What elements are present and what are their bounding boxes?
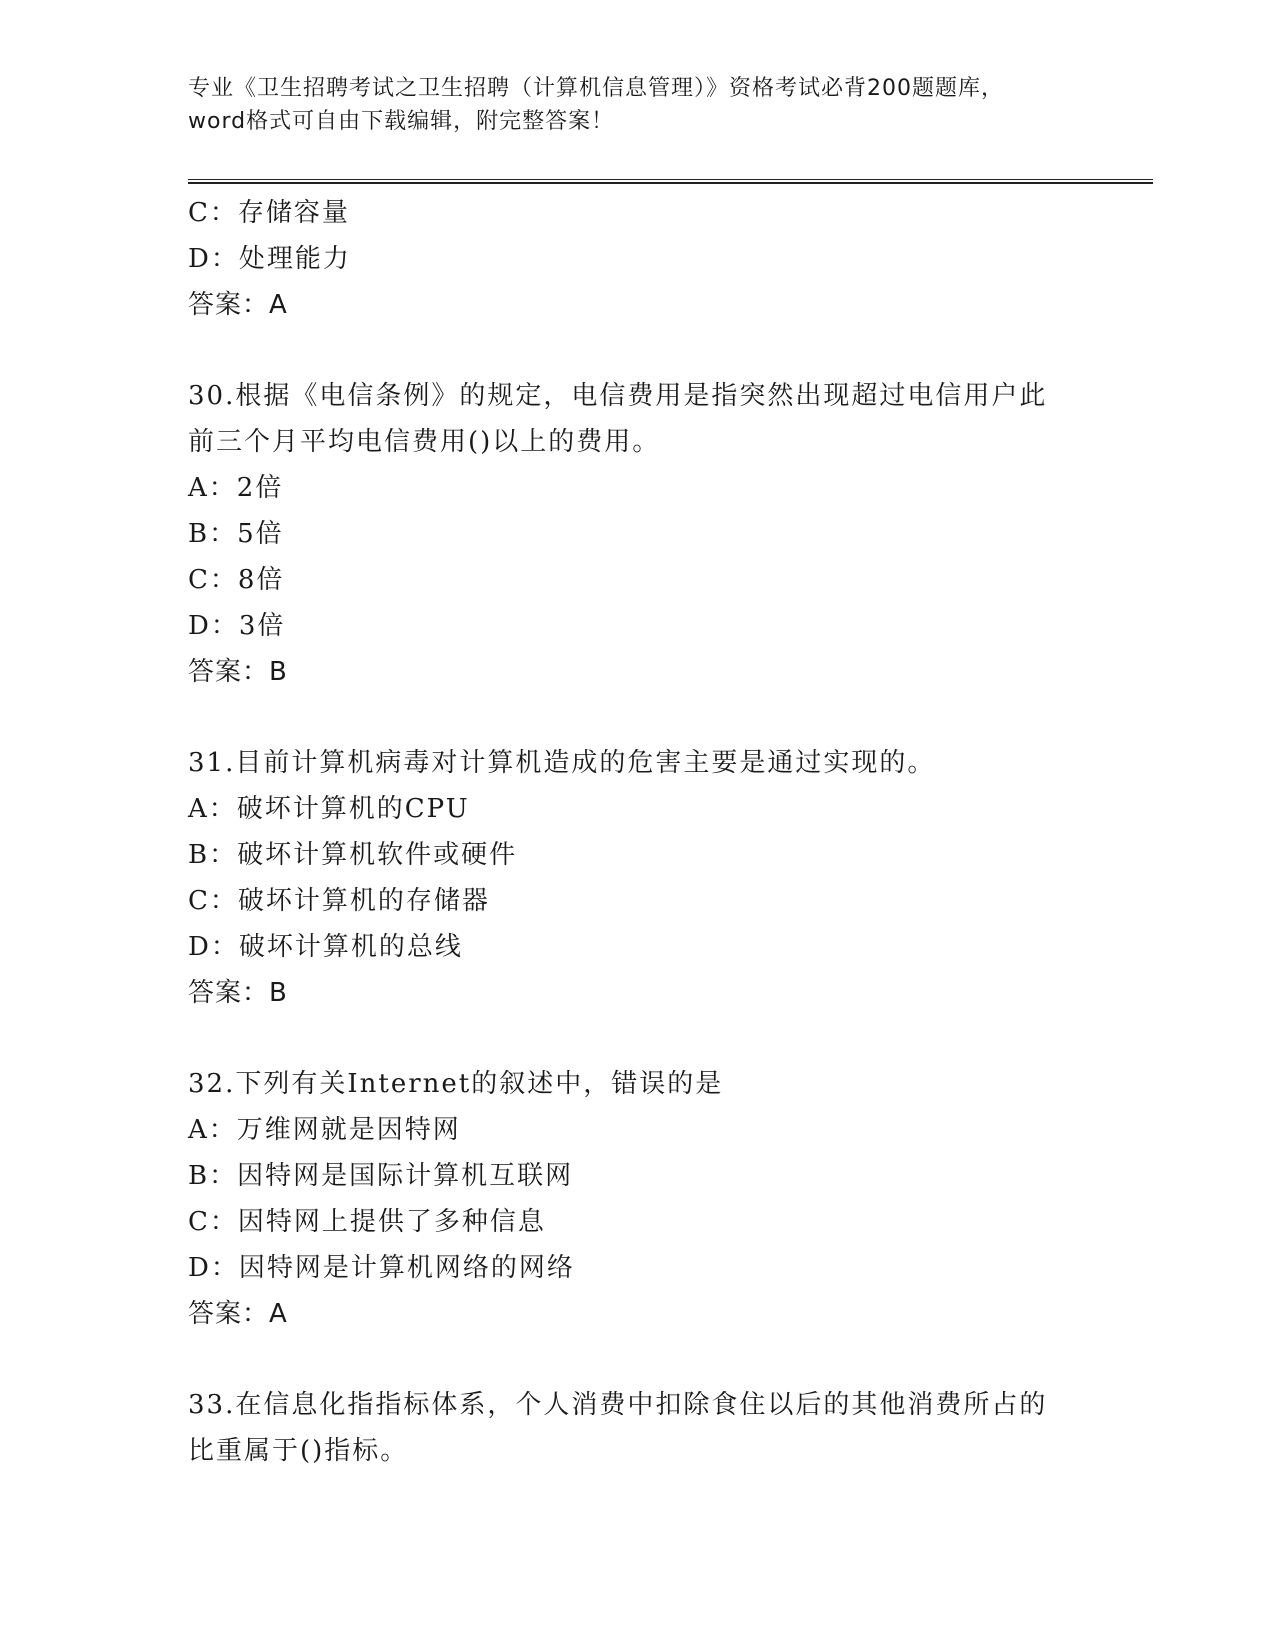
- question-stem: 30.根据《电信条例》的规定，电信费用是指突然出现超过电信用户此: [188, 381, 1048, 411]
- header-divider: [188, 179, 1153, 184]
- option-b: B：5倍: [188, 519, 284, 549]
- question-stem: 31.目前计算机病毒对计算机造成的危害主要是通过实现的。: [188, 748, 936, 778]
- question-block-31: [188, 740, 1088, 1016]
- option-d: D：破坏计算机的总线: [188, 932, 463, 962]
- option-a: A：万维网就是因特网: [188, 1115, 461, 1145]
- question-stem: 前三个月平均电信费用()以上的费用。: [188, 427, 661, 457]
- question-block-30: [188, 373, 1088, 695]
- spacer: [188, 1016, 1088, 1061]
- header-title-line-2: word格式可自由下载编辑，附完整答案！: [188, 109, 615, 134]
- option-d: D：处理能力: [188, 244, 351, 274]
- option-c: C：存储容量: [188, 198, 350, 228]
- option-c: C：因特网上提供了多种信息: [188, 1207, 546, 1237]
- spacer: [188, 328, 1088, 373]
- question-block-29: [188, 190, 1088, 328]
- question-stem: 33.在信息化指指标体系，个人消费中扣除食住以后的其他消费所占的: [188, 1390, 1048, 1420]
- spacer: [188, 1337, 1088, 1382]
- option-c: C：8倍: [188, 565, 285, 595]
- question-block-33: [188, 1382, 1088, 1474]
- option-d: D：因特网是计算机网络的网络: [188, 1253, 575, 1283]
- document-header: [188, 72, 1088, 138]
- option-a: A：2倍: [188, 473, 284, 503]
- answer-line: 答案：B: [188, 657, 288, 687]
- answer-line: 答案：B: [188, 978, 288, 1008]
- option-b: B：破坏计算机软件或硬件: [188, 840, 518, 870]
- option-a: A：破坏计算机的CPU: [188, 794, 470, 824]
- answer-line: 答案：A: [188, 290, 288, 320]
- document-body: [188, 190, 1088, 1474]
- question-stem: 32.下列有关Internet的叙述中，错误的是: [188, 1069, 724, 1099]
- option-d: D：3倍: [188, 611, 286, 641]
- option-c: C：破坏计算机的存储器: [188, 886, 490, 916]
- spacer: [188, 695, 1088, 740]
- option-b: B：因特网是国际计算机互联网: [188, 1161, 574, 1191]
- answer-line: 答案：A: [188, 1299, 288, 1329]
- header-title-line-1: 专业《卫生招聘考试之卫生招聘（计算机信息管理）》资格考试必背200题题库，: [188, 76, 1004, 101]
- question-block-32: [188, 1061, 1088, 1337]
- question-stem: 比重属于()指标。: [188, 1436, 409, 1466]
